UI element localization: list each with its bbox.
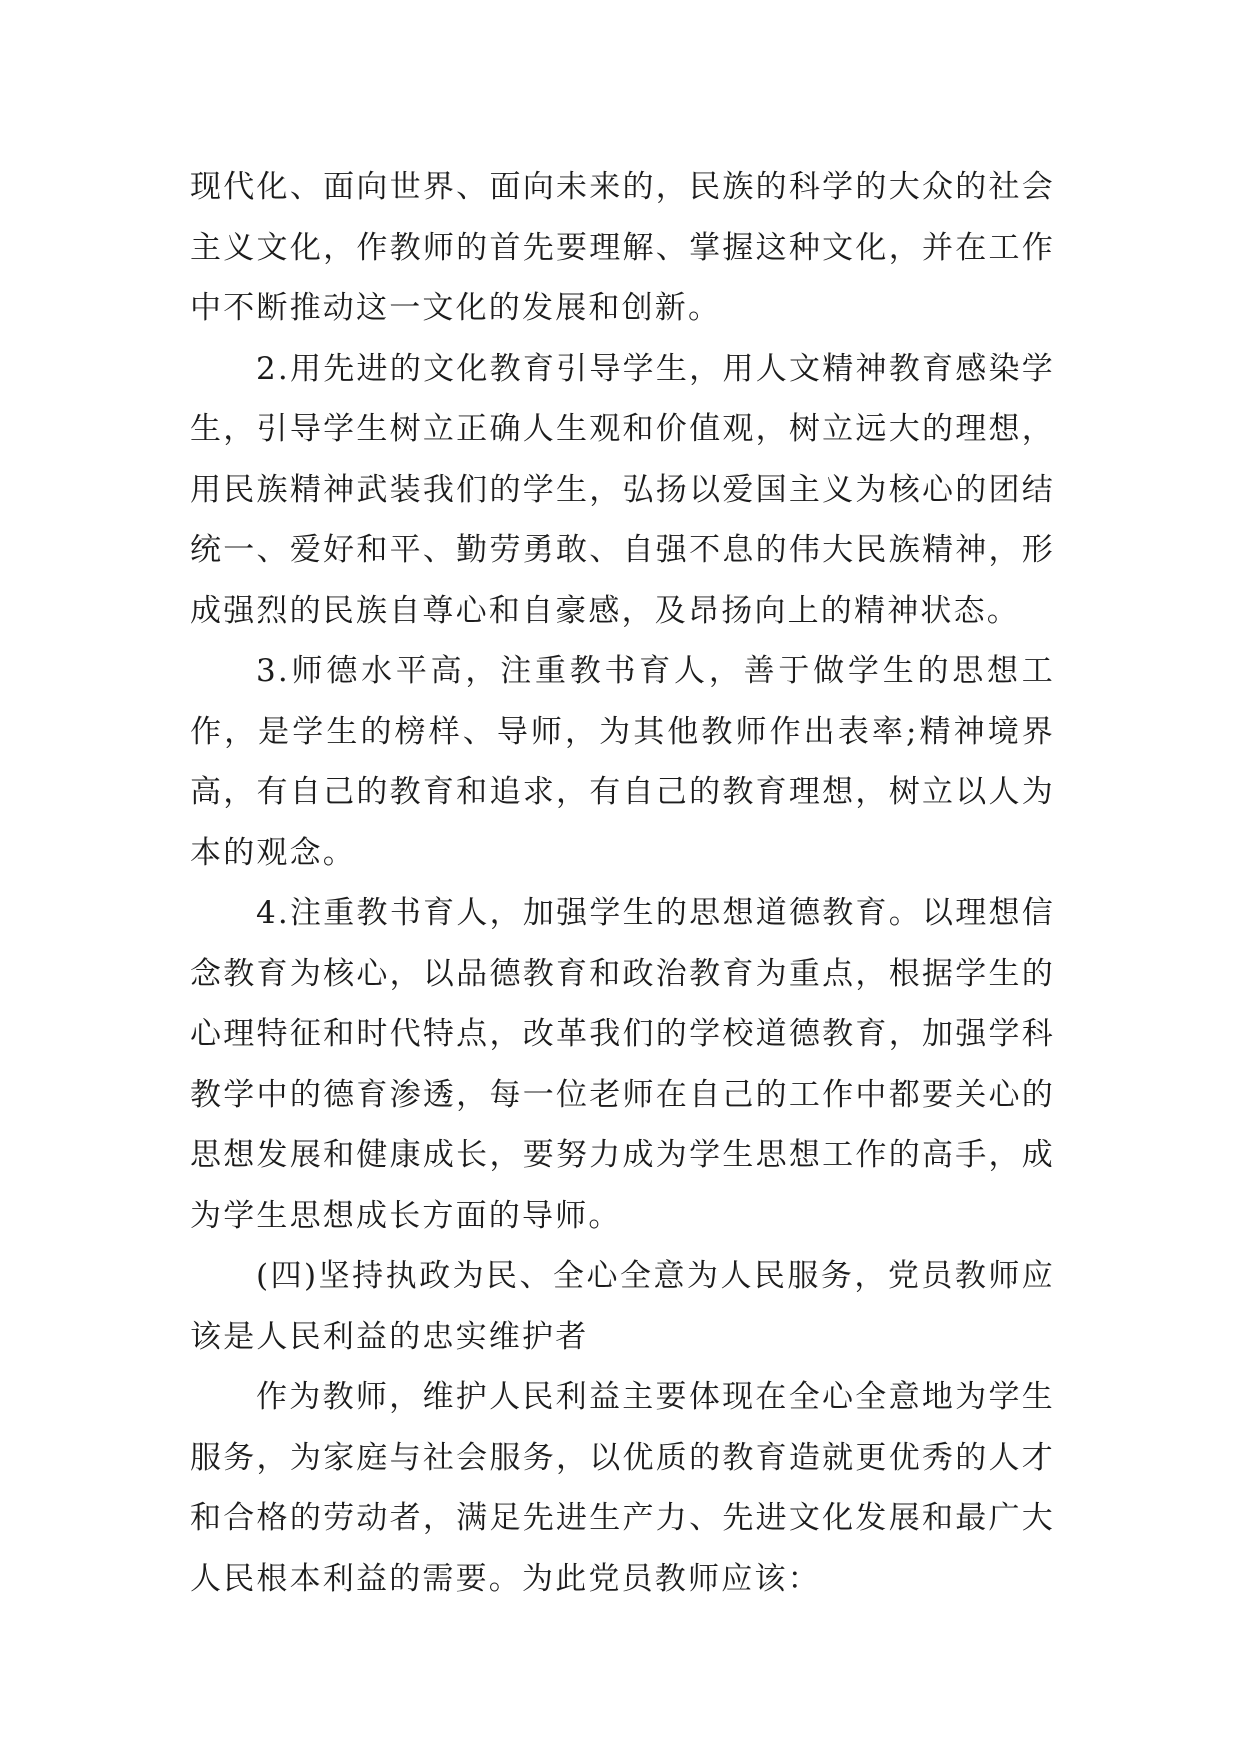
paragraph-section-body: 作为教师，维护人民利益主要体现在全心全意地为学生服务，为家庭与社会服务，以优质的教育造就更优秀的人才和合格的劳动者，满足先进生产力、先进文化发展和最广大人民根本利益的需要。为此党员教师应该： [190, 1379, 1055, 1597]
paragraph-item-3: 3.师德水平高，注重教书育人，善于做学生的思想工作，是学生的榜样、导师，为其他教师作出表率;精神境界高，有自己的教育和追求，有自己的教育理想，树立以人为本的观念。 [190, 653, 1055, 871]
paragraph-item-4: 4.注重教书育人，加强学生的思想道德教育。以理想信念教育为核心，以品德教育和政治教育为重点，根据学生的心理特征和时代特点，改革我们的学校道德教育，加强学科教学中的德育渗透，每一位老师在自己的工作中都要关心的思想发展和健康成长，要努力成为学生思想工作的高手，成为学生思想成长方面的导师。 [190, 895, 1055, 1234]
paragraph-continuation: 现代化、面向世界、面向未来的，民族的科学的大众的社会主义文化，作教师的首先要理解、掌握这种文化，并在工作中不断推动这一文化的发展和创新。 [190, 169, 1055, 326]
document-body [190, 157, 1055, 1609]
section-heading-4: (四)坚持执政为民、全心全意为人民服务，党员教师应该是人民利益的忠实维护者 [190, 1258, 1055, 1355]
paragraph-item-2: 2.用先进的文化教育引导学生，用人文精神教育感染学生，引导学生树立正确人生观和价值观，树立远大的理想，用民族精神武装我们的学生，弘扬以爱国主义为核心的团结统一、爱好和平、勤劳勇敢、自强不息的伟大民族精神，形成强烈的民族自尊心和自豪感，及昂扬向上的精神状态。 [190, 350, 1055, 629]
